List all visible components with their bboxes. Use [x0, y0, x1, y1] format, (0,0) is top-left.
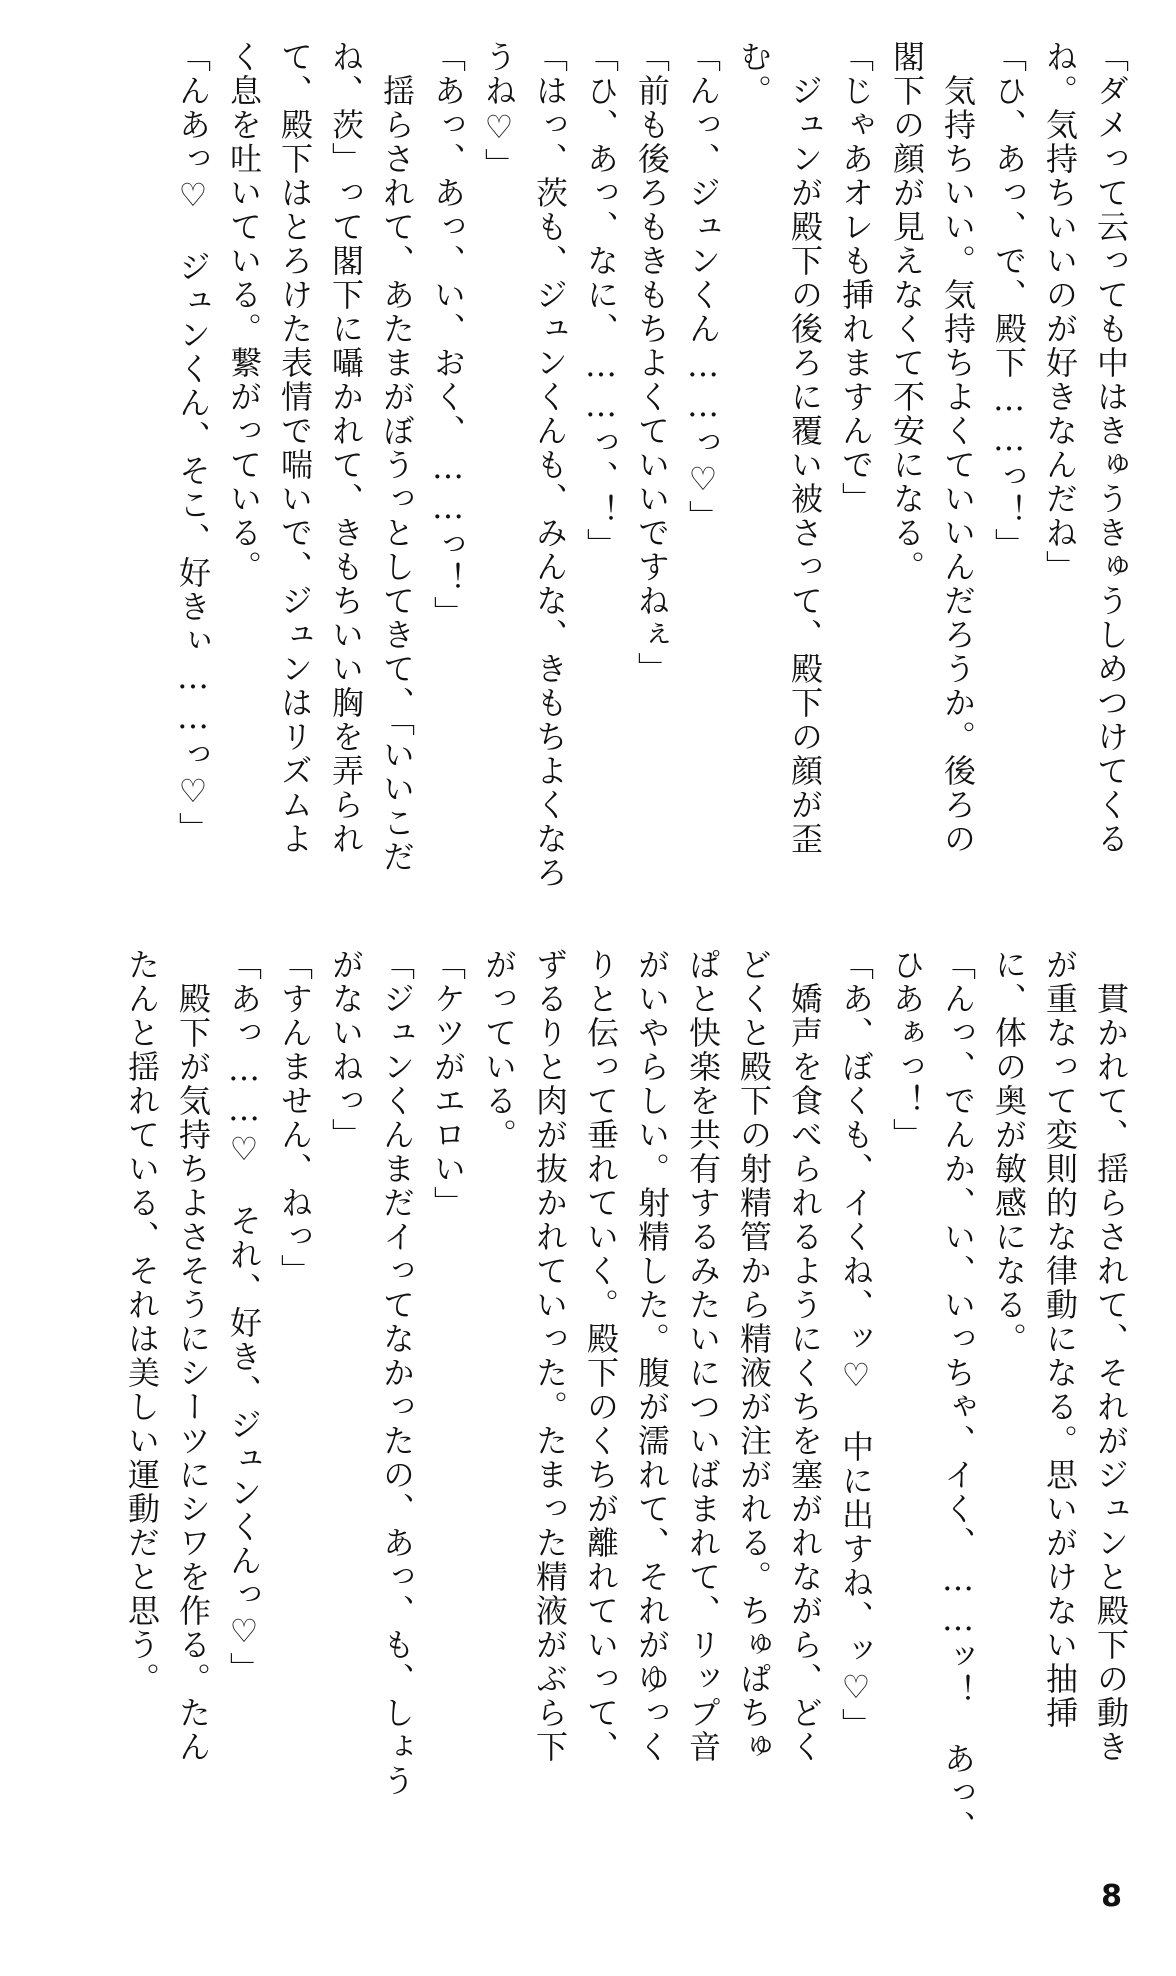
top-text-line: て、殿下はとろけた表情で喘いで、ジュンはリズムよ [276, 40, 314, 856]
bottom-text-line: 「ケツがエロい」 [429, 948, 467, 1220]
top-text-line: 気持ちいい。気持ちよくていいんだろうか。後ろの [939, 40, 977, 856]
top-text-line: 揺らされて、あたまがぼうっとしてきて、「いいこだ [378, 40, 416, 874]
top-text-line: ね、茨」って閣下に囁かれて、きもちいい胸を弄られ [327, 40, 365, 856]
text-block-bottom [76, 948, 1136, 1878]
bottom-text-line: ずるりと肉が抜かれていった。たまった精液がぶら下 [531, 948, 569, 1764]
top-text-line: 「ひ、あっ、なに、……っ、！」 [582, 40, 620, 562]
bottom-text-line: に、体の奥が敏感になる。 [990, 948, 1028, 1356]
top-text-line: 「あっ、あっ、い、おく、……っ！」 [429, 40, 467, 630]
bottom-text-line: 殿下が気持ちよさそうにシーツにシワを作る。たん [174, 948, 212, 1764]
top-text-line: く息を吐いている。繋がっている。 [225, 40, 263, 584]
top-text-line: 閣下の顔が見えなくて不安になる。 [888, 40, 926, 584]
bottom-text-line: たんと揺れている、それは美しい運動だと思う。 [123, 948, 161, 1696]
bottom-text-line: 「あっ……♡ それ、好き、ジュンくんっ♡」 [225, 948, 263, 1686]
bottom-text-line: 「んっ、でんか、い、いっちゃ、イく、……ッ！ あっ、 [939, 948, 977, 1844]
top-text-line: 「前も後ろもきもちよくていいですねぇ」 [633, 40, 671, 686]
bottom-text-line: 貫かれて、揺らされて、それがジュンと殿下の動き [1092, 948, 1130, 1764]
bottom-text-line: ぱと快楽を共有するみたいについばまれて、リップ音 [684, 948, 722, 1764]
top-text-line: 「はっ、茨も、ジュンくんも、みんな、きもちよくなろ [531, 40, 569, 890]
bottom-text-line: ひあぁっ！」 [888, 948, 926, 1152]
page-number: 8 [1101, 1879, 1122, 1914]
bottom-text-line: 「すんません、ねっ」 [276, 948, 314, 1288]
bottom-text-line: がないねっ」 [327, 948, 365, 1152]
top-text-line: む。 [735, 40, 773, 108]
bottom-text-line: どくと殿下の射精管から精液が注がれる。ちゅぱちゅ [735, 948, 773, 1764]
bottom-text-line: がっている。 [480, 948, 518, 1152]
top-text-line: 「んあっ♡ ジュンくん、そこ、好きぃ……っ♡」 [174, 40, 212, 846]
top-text-line: 「ひ、あっ、で、殿下……っ！」 [990, 40, 1028, 562]
bottom-text-line: 「あ、ぼくも、イくね、ッ♡ 中に出すね、ッ♡」 [837, 948, 875, 1742]
bottom-text-line: がいやらしい。射精した。腹が濡れて、それがゆっく [633, 948, 671, 1764]
top-text-line: 「ダメって云っても中はきゅうきゅうしめつけてくる [1092, 40, 1130, 856]
bottom-text-line: りと伝って垂れていく。殿下のくちが離れていって、 [582, 948, 620, 1764]
top-text-line: ね。気持ちいいのが好きなんだね」 [1041, 40, 1079, 584]
top-text-line: 「んっ、ジュンくん……っ♡」 [684, 40, 722, 534]
top-text-line: うね♡」 [480, 40, 518, 182]
text-block-top [76, 40, 1136, 910]
bottom-text-line: が重なって変則的な律動になる。思いがけない抽挿 [1041, 948, 1079, 1730]
bottom-text-line: 嬌声を食べられるようにくちを塞がれながら、どく [786, 948, 824, 1764]
bottom-text-line: 「ジュンくんまだイってなかったの、あっ、も、しょう [378, 948, 416, 1798]
top-text-line: 「じゃあオレも挿れますんで」 [837, 40, 875, 516]
top-text-line: ジュンが殿下の後ろに覆い被さって、殿下の顔が歪 [786, 40, 824, 856]
